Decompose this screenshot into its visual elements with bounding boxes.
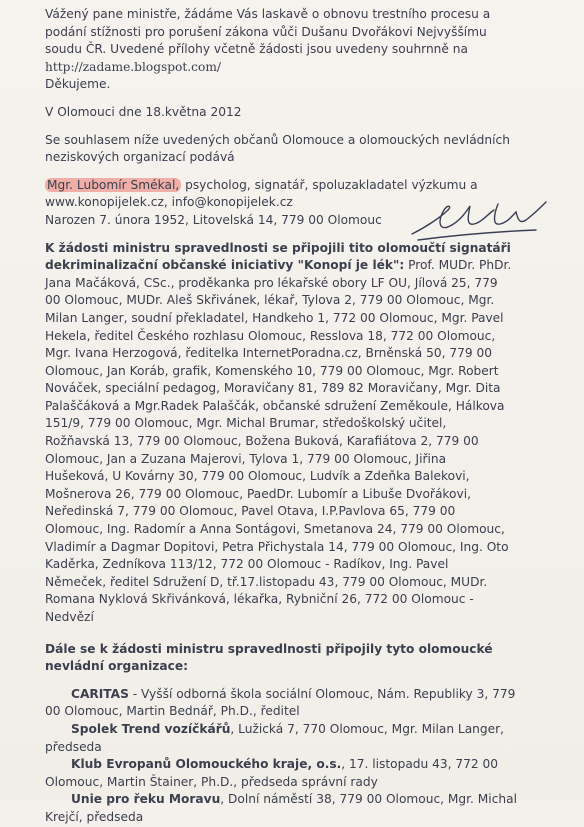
- signatory-line: Olomouc, Jan a Zuzana Majerovi, Tylova 1, 779 00 Olomouc, Jiřina: [45, 451, 447, 466]
- signatory-line: Hušeková, U Kovárny 30, 779 00 Olomouc, Ludvík a Zdeňka Balekovi,: [45, 469, 470, 484]
- organization-name: CARITAS: [71, 686, 129, 701]
- organizations-section: [45, 641, 570, 827]
- consent-line: neziskových organizací podává: [45, 150, 235, 165]
- organization-details: , Lužická 7, 770 Olomouc, Mgr. Milan Langer,: [230, 721, 505, 736]
- signatory-line: Nedvězí: [45, 610, 94, 624]
- date-line: V Olomouci dne 18.května 2012: [45, 104, 242, 119]
- signatory-line: Vladimír a Dagmar Dopitovi, Petra Přichystala 14, 779 00 Olomouc, Ing. Oto: [45, 539, 509, 554]
- submitter-role: psycholog, signatář, spoluzakladatel výzkumu a: [181, 177, 478, 192]
- signatory-line: Jana Mačáková, CSc., proděkanka pro lékařské obory LF OU, Jílová 25, 779: [45, 275, 498, 290]
- signatory-line: Palaščáková a Mgr.Radek Palaščák, občanské sdružení Zeměkoule, Hálkova: [45, 398, 505, 413]
- signatory-line: Milan Langer, soudní překladatel, Handkeho 1, 772 00 Olomouc, Mgr. Pavel: [45, 310, 504, 325]
- organization-line: [71, 686, 570, 704]
- signatories-heading-line: [45, 257, 570, 275]
- organization-name: Spolek Trend vozíčkářů: [71, 721, 231, 736]
- signatory-line: Olomouc, Ing. Radomír a Anna Sontágovi, Smetanova 24, 779 00 Olomouc,: [45, 522, 505, 537]
- signatory-line: Hekela, ředitel Českého rozhlasu Olomouc, Resslova 18, 772 00 Olomouc,: [45, 328, 496, 343]
- signatory-line: Rožňavská 13, 779 00 Olomouc, Božena Buková, Karafiátova 2, 779 00: [45, 434, 479, 449]
- organization-details-cont: Olomouc, Martin Štainer, Ph.D., předseda správní rady: [45, 774, 378, 789]
- signatory-line: 00 Olomouc, MUDr. Aleš Skřivánek, lékař, Tylova 2, 779 00 Olomouc, Mgr.: [45, 293, 495, 308]
- organization-name: Unie pro řeku Moravu: [71, 792, 221, 807]
- signatory-line: Mošnerova 26, 779 00 Olomouc, PaedDr. Lubomír a Libuše Dvořákovi,: [45, 486, 471, 501]
- organization-line: [71, 756, 570, 774]
- organizations-heading: Dále se k žádosti ministru spravedlnosti připojily tyto olomoucké: [45, 641, 493, 656]
- organization-details: , Dolní náměstí 38, 779 00 Olomouc, Mgr. Michal: [220, 792, 517, 807]
- submitter-contact: www.konopijelek.cz, info@konopijelek.cz: [45, 195, 293, 210]
- organization-details-cont: předseda: [45, 739, 102, 754]
- organization-details-cont: 00 Olomouc, Martin Bednář, Ph.D., ředitel: [45, 704, 300, 719]
- organization-details: , 17. listopadu 43, 772 00: [341, 757, 499, 772]
- organization-item: [45, 686, 570, 721]
- organization-item: [45, 756, 570, 791]
- intro-line: podání stížnosti pro porušení zákona vůči Dušanu Dvořákovi Nejvyššímu: [45, 24, 487, 39]
- signatory-line: Romana Nyklová Skřivánková, lékařka, Rybniční 26, 772 00 Olomouc -: [45, 592, 474, 607]
- signatory-line: Kaděrka, Zedníkova 113/12, 772 00 Olomouc - Radíkov, Ing. Pavel: [45, 557, 449, 572]
- intro-paragraph: [45, 6, 570, 94]
- intro-line: soudu ČR. Uvedené přílohy včetně žádosti jsou uvedeny souhrnně na: [45, 42, 468, 57]
- organizations-heading: nevládní organizace:: [45, 659, 188, 674]
- submitter-birth: Narozen 7. února 1952, Litovelská 14, 779 00 Olomouc: [45, 212, 382, 227]
- organization-details: - Vyšší odborná škola sociální Olomouc, Nám. Republiky 3, 779: [128, 686, 516, 701]
- signatory-line: 151/9, 779 00 Olomouc, Mgr. Michal Brumar, středoškolský učitel,: [45, 416, 447, 431]
- initiative-name: dekriminalizační občanské iniciativy "Konopí je lék":: [45, 258, 405, 273]
- signatory-line: Mgr. Ivana Herzogová, ředitelka InternetPoradna.cz, Brněnská 50, 779 00: [45, 346, 493, 361]
- organization-details-cont: Krejčí, předseda: [45, 809, 144, 824]
- signatory-line: Neředinská 7, 779 00 Olomouc, Pavel Otava, I.P.Pavlova 65, 779 00: [45, 504, 456, 519]
- submitter-name: Mgr. Lubomír Smékal,: [47, 177, 180, 192]
- handwritten-signature: [408, 196, 558, 246]
- thanks-line: Děkujeme.: [45, 77, 111, 92]
- organization-item: [45, 791, 570, 826]
- signatory-line: Němeček, ředitel Sdružení D, tř.17.listopadu 43, 779 00 Olomouc, MUDr.: [45, 574, 488, 589]
- intro-line: Vážený pane ministře, žádáme Vás laskavě o obnovu trestního procesu a: [45, 7, 491, 21]
- signatories-heading: K žádosti ministru spravedlnosti se připojili tito olomoučtí signatáři: [45, 240, 511, 255]
- organization-line: [71, 721, 570, 739]
- letter-body: [45, 6, 570, 827]
- consent-paragraph: [45, 132, 570, 167]
- submitter-line: [45, 177, 570, 195]
- intro-url: http://zadame.blogspot.com/: [45, 59, 221, 74]
- signatory-line: Olomouc, Jan Koráb, grafik, Komenského 10, 779 00 Olomouc, Mgr. Robert: [45, 363, 499, 378]
- organization-line: [71, 791, 570, 809]
- organization-item: [45, 721, 570, 756]
- signatories-paragraph: [45, 240, 570, 627]
- signatory-line: Nováček, speciální pedagog, Moravičany 81, 789 82 Moravičany, Mgr. Dita: [45, 381, 501, 396]
- signatory-first: Prof. MUDr. PhDr.: [404, 258, 512, 273]
- organization-name: Klub Evropanů Olomouckého kraje, o.s.: [71, 757, 342, 772]
- consent-line: Se souhlasem níže uvedených občanů Olomouce a olomouckých nevládních: [45, 132, 510, 147]
